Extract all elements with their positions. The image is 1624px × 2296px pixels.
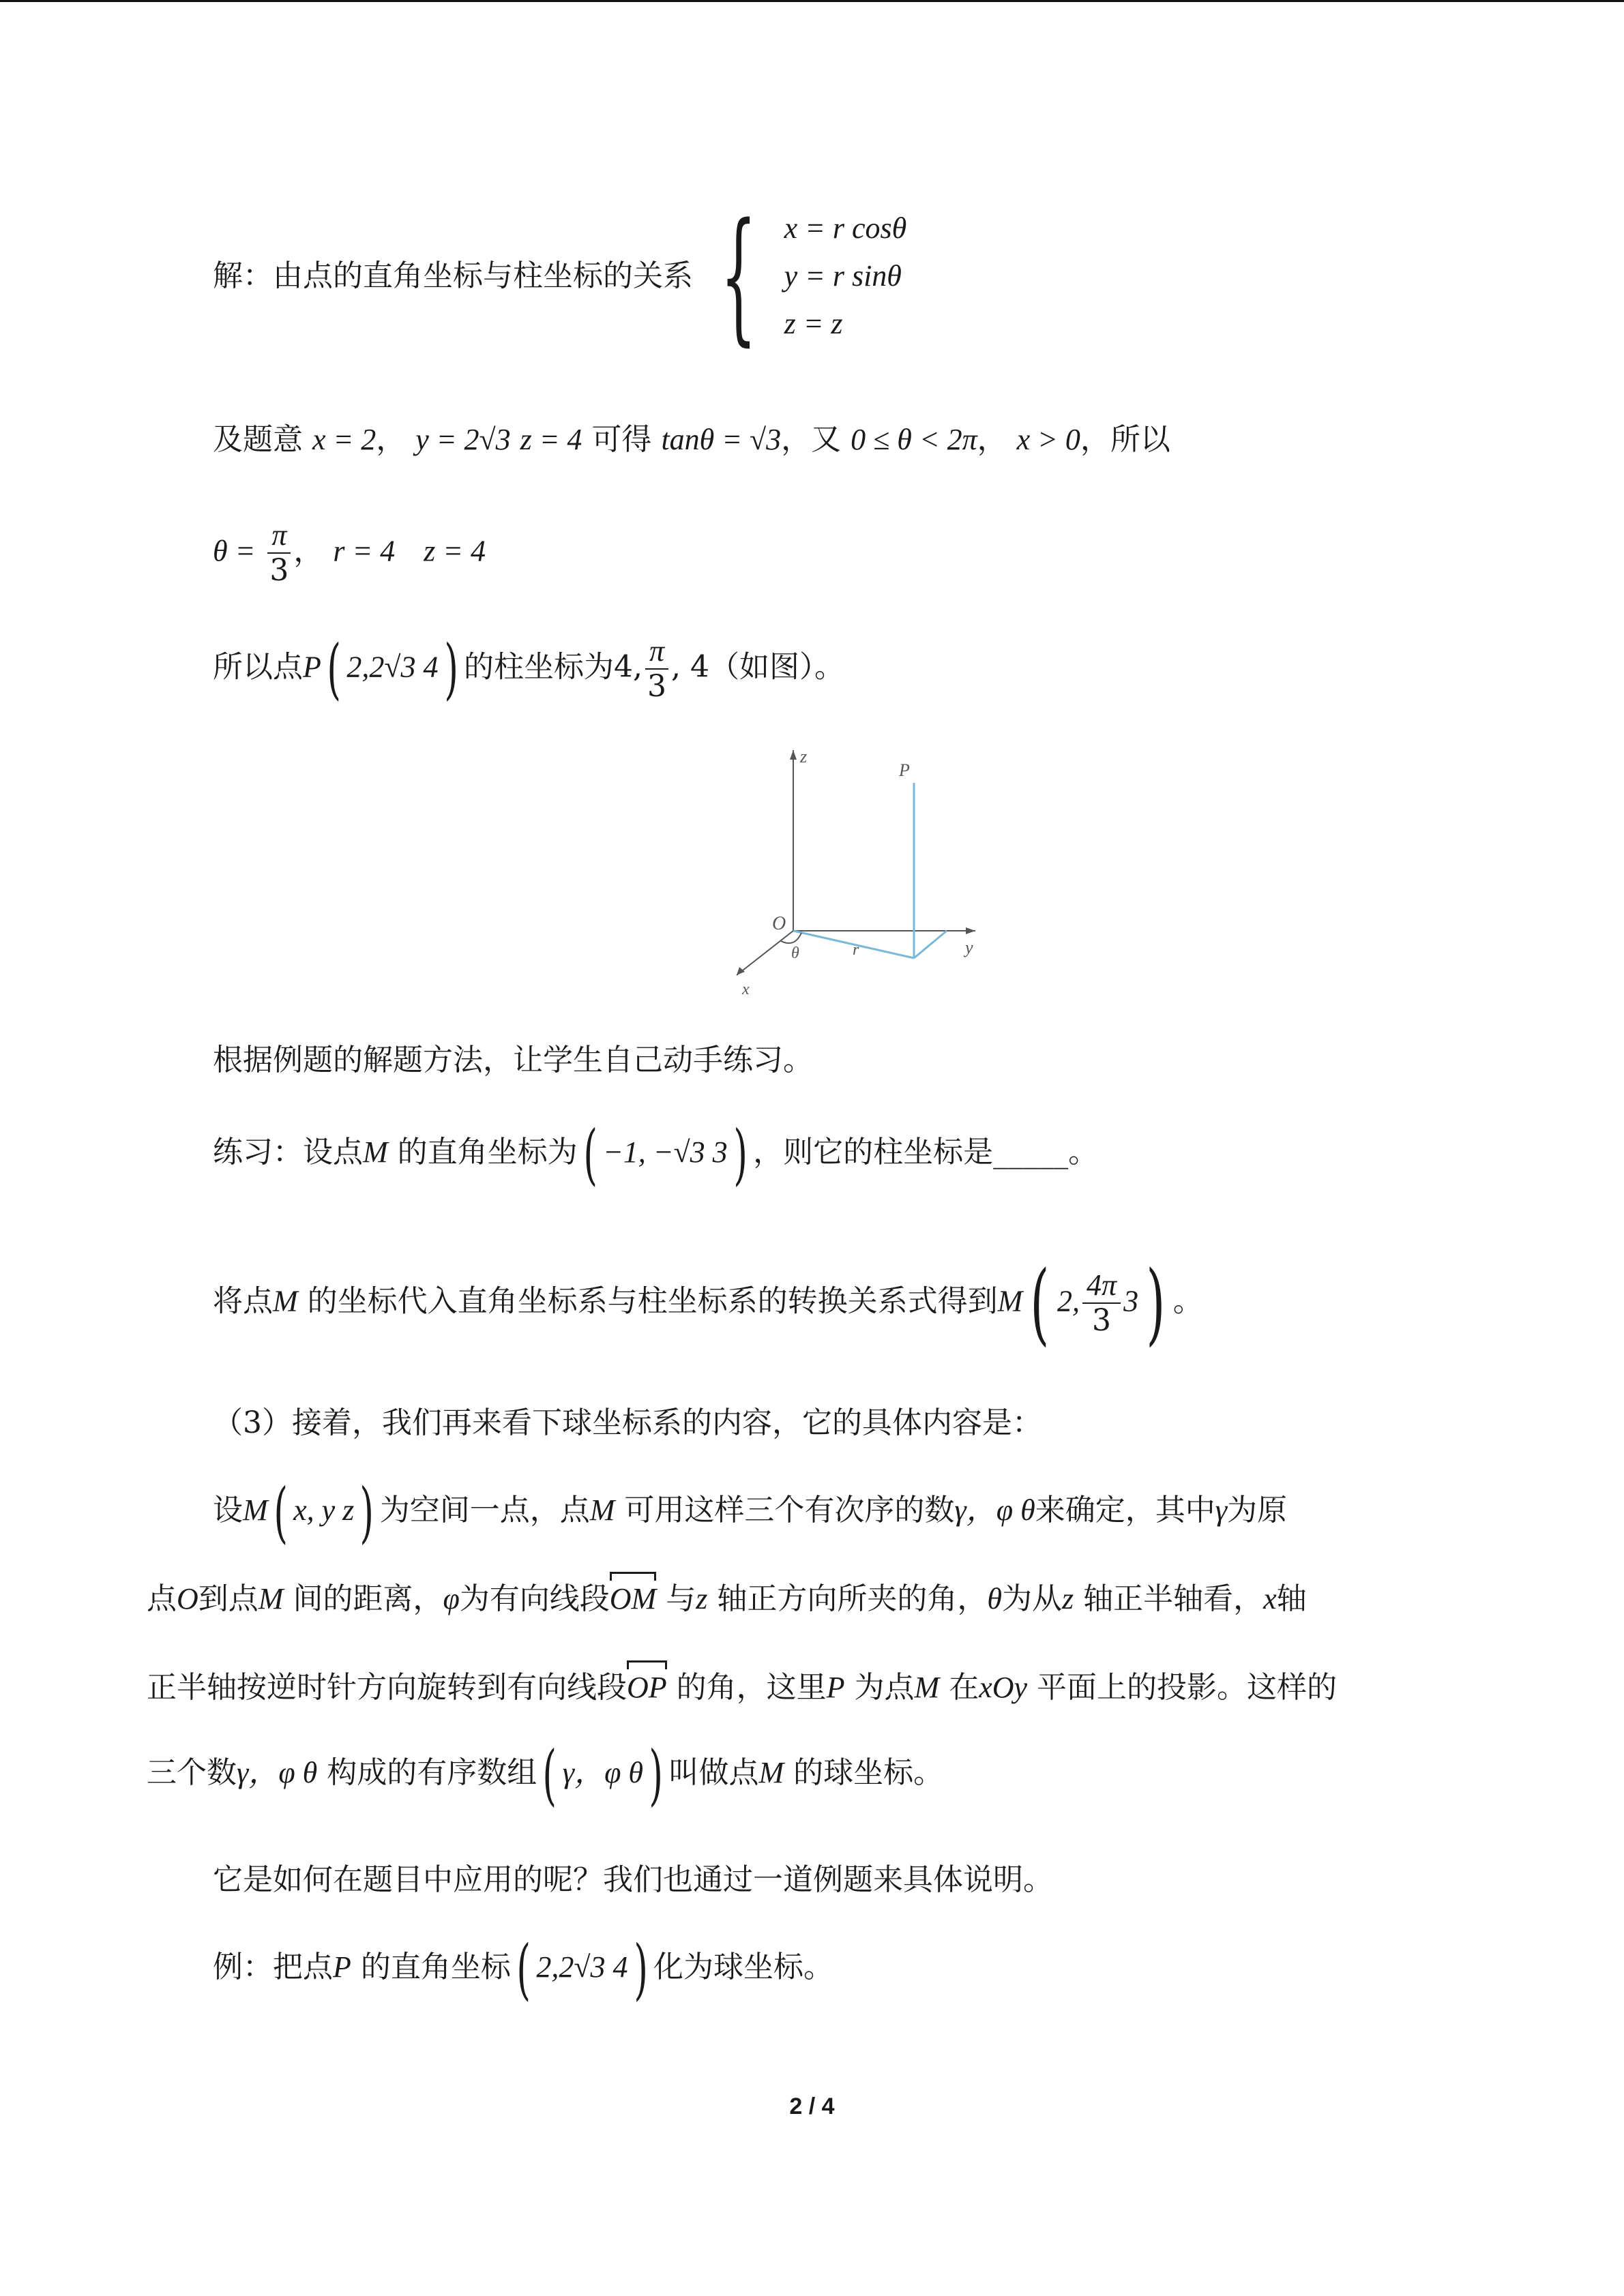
practice-intro: 根据例题的解题方法，让学生自己动手练习。 bbox=[213, 1043, 813, 1077]
section-3-heading: （3）接着，我们再来看下球坐标系的内容，它的具体内容是： bbox=[213, 1405, 1042, 1440]
solution-lead: 解：由点的直角坐标与柱坐标的关系 bbox=[213, 258, 693, 293]
four-pi-over-3: $\frac{4\pi}{3}$ bbox=[1082, 1268, 1121, 1338]
example-intro: 它是如何在题目中应用的呢？我们也通过一道例题来具体说明。 bbox=[213, 1862, 1053, 1897]
system-brace: { bbox=[720, 192, 757, 359]
projection-line bbox=[914, 931, 947, 958]
theta-result-line: θ = $\frac{\pi}{3}$ ， r = 4 z = 4 bbox=[213, 518, 486, 588]
equation-z: z = z bbox=[784, 307, 843, 340]
x-label: x bbox=[742, 981, 750, 998]
p-label: P bbox=[899, 760, 910, 780]
sphere-line-3: 正半轴按逆时针方向旋转到有向线段OP 的角，这里P 为点M 在xOy 平面上的投影。这样的 bbox=[147, 1667, 1337, 1708]
sphere-line-4: 三个数γ，φ θ 构成的有序数组( γ，φ θ) 叫做点M 的球坐标。 bbox=[147, 1736, 944, 1813]
solution-line bbox=[213, 192, 907, 359]
exercise-line: 练习：设点M 的直角坐标为( −1, −√3 3) ，则它的柱坐标是_____。 bbox=[213, 1116, 1099, 1193]
x-axis-arrow bbox=[737, 967, 745, 975]
cylindrical-coordinate-figure bbox=[716, 736, 1003, 1002]
page-number: 2 / 4 bbox=[789, 2093, 835, 2119]
sphere-line-1: 设M( x, y z) 为空间一点，点M 可用这样三个有次序的数γ，φ θ来确定，其中γ为原 bbox=[213, 1474, 1288, 1551]
x-axis bbox=[737, 931, 793, 975]
equation-x: x = r cosθ bbox=[784, 211, 907, 245]
equation-y: y = r sinθ bbox=[784, 259, 902, 293]
y-axis-arrow bbox=[966, 927, 975, 934]
vector-om: OM bbox=[610, 1579, 656, 1620]
sphere-line-2: 点O到点M 间的距离，φ为有向线段OM 与z 轴正方向所夹的角，θ为从z 轴正半轴看，x轴 bbox=[147, 1579, 1307, 1620]
theta-label: θ bbox=[791, 944, 799, 962]
pi-over-3: $\frac{\pi}{3}$ bbox=[267, 518, 291, 588]
o-label: O bbox=[772, 913, 786, 934]
condition-line: 及题意 x = 2， y = 2√3 z = 4 可得 tanθ = √3，又 0 ≤ θ < 2π， x > 0，所以 bbox=[213, 422, 1170, 457]
r-label: r bbox=[853, 941, 859, 959]
example-line: 例：把点P 的直角坐标( 2,2√3 4) 化为球坐标。 bbox=[213, 1930, 833, 2008]
exercise-answer-line: 将点M 的坐标代入直角坐标系与柱坐标系的转换关系式得到M( 2, $\frac{4\pi}{3}$ 3) 。 bbox=[213, 1251, 1203, 1355]
y-label: y bbox=[965, 938, 973, 957]
vector-op: OP bbox=[627, 1667, 667, 1708]
pi-over-3: $\frac{\pi}{3}$ bbox=[645, 634, 668, 704]
top-border bbox=[0, 0, 1624, 2]
cylindrical-result-line: 所以点P( 2,2√3 4) 的柱坐标为4, $\frac{\pi}{3}$ , 4（如图）。 bbox=[213, 631, 844, 707]
z-axis-arrow bbox=[790, 750, 797, 760]
z-label: z bbox=[800, 747, 808, 766]
equation-system bbox=[784, 205, 907, 348]
